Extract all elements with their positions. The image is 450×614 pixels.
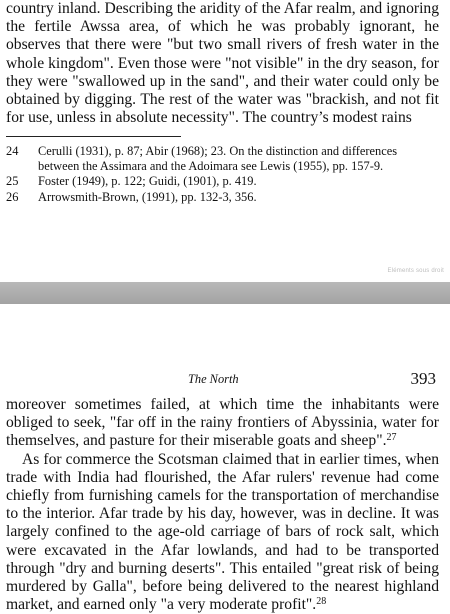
copyright-watermark: Eléments sous droit: [387, 268, 444, 274]
footnote-number: 24: [6, 144, 19, 158]
footnote-text: Foster (1949), p. 122; Guidi, (1901), p. 419.: [38, 174, 257, 189]
footnote-text: Cerulli (1931), p. 87; Abir (1968); 23. On the distinction and differences between the Assimara and the Adoimara see Lewis (1955), pp. 157-9.: [38, 144, 398, 174]
page-separator: [0, 282, 450, 304]
footnote-25: [6, 174, 436, 189]
body-paragraph-2: As for commerce the Scotsman claimed that in earlier times, when trade with India had flourished, the Afar rulers' revenue had come chiefly from furnishing camels for the transportation of merchandise to the interior. Afar trade by his day, however, was in decline. It was largely confined to the age-old carriage of bars of rock salt, which were excavated in the Afar lowlands, and had to be transported through "dry and burning deserts". This entailed "great risk of being murdered by Galla", before being delivered to the nearest highland market, and earned only "a very moderate profit".$^{28}$: [6, 450, 439, 614]
running-head: The North: [188, 372, 239, 386]
bottom-page: [0, 304, 450, 614]
footnote-ref-27[interactable]: 27: [386, 432, 397, 444]
footnote-24: [6, 144, 436, 174]
footnote-number: 25: [6, 174, 19, 189]
body-text: [6, 396, 439, 614]
footnote-26: [6, 190, 436, 205]
footnotes: [6, 144, 436, 205]
top-page: [0, 0, 450, 282]
footnote-ref-28[interactable]: 28: [316, 596, 327, 608]
body-paragraph: country inland. Describing the aridity of the Afar realm, and ignoring the fertile Awssa area, of which he was probably ignorant, he observes that there were "but two small rivers of fresh water in the whole kingdom". Even those were "not visible" in the dry season, for they were "swallowed up in the sand", and their water could only be obtained by digging. The rest of the water was "brackish, and not fit for use, unless in absolute necessity". The country’s modest rains: [6, 0, 439, 127]
footnote-divider: [6, 136, 181, 137]
body-paragraph-1: moreover sometimes failed, at which time the inhabitants were obliged to seek, "far off in the rainy frontiers of Abyssinia, water for themselves, and pasture for their miserable goats and sheep".$^{27}$: [6, 396, 439, 450]
footnote-number: 26: [6, 189, 19, 204]
page-number: 393: [410, 369, 436, 388]
footnote-text: Arrowsmith-Brown, (1991), pp. 132-3, 356.: [38, 189, 257, 204]
